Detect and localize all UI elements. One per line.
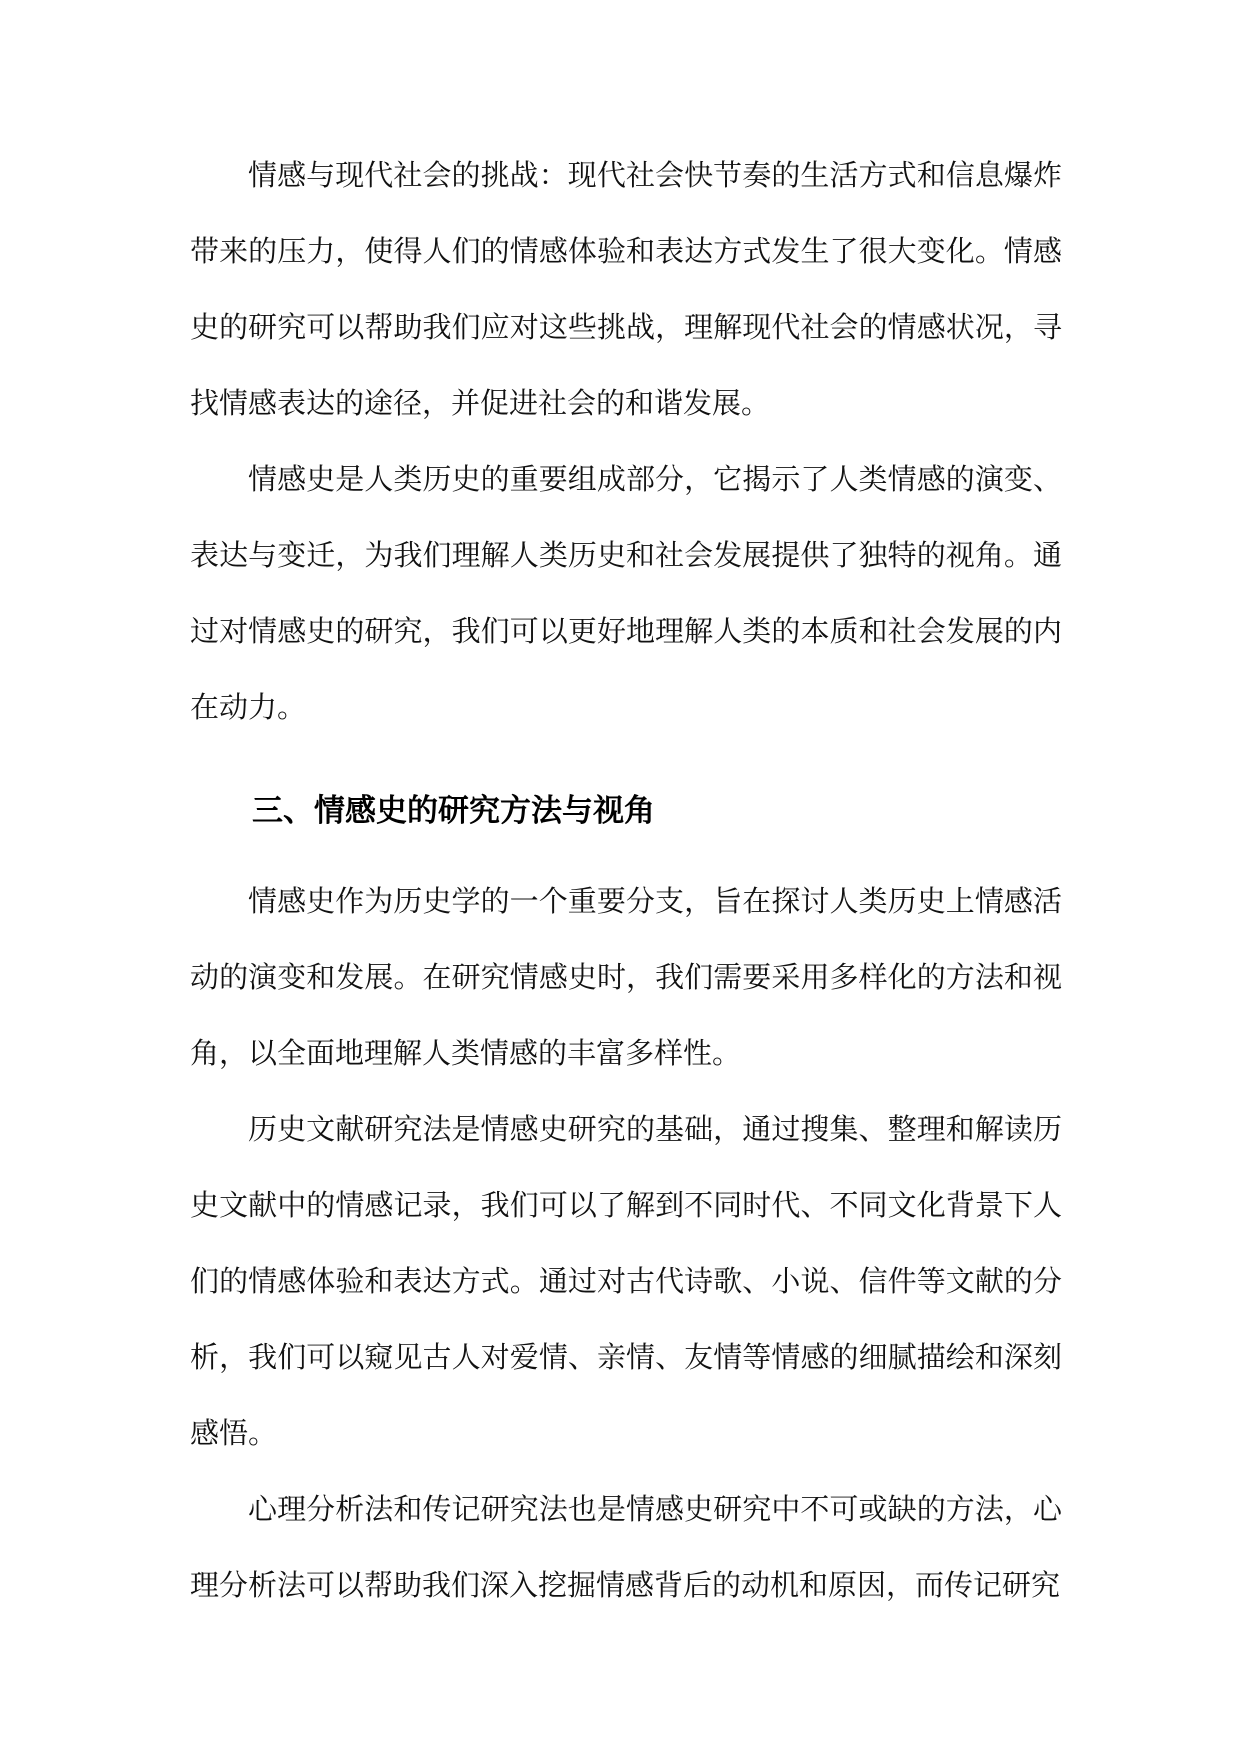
paragraph-modern-challenges: 情感与现代社会的挑战：现代社会快节奏的生活方式和信息爆炸带来的压力，使得人们的情感体验和表达方式发生了很大变化。情感史的研究可以帮助我们应对这些挑战，理解现代社会的情感状况，寻找情感表达的途径，并促进社会的和谐发展。: [190, 158, 1062, 420]
paragraph-historical-documents: 历史文献研究法是情感史研究的基础，通过搜集、整理和解读历史文献中的情感记录，我们可以了解到不同时代、不同文化背景下人们的情感体验和表达方式。通过对古代诗歌、小说、信件等文献的分析，我们可以窥见古人对爱情、亲情、友情等情感的细腻描绘和深刻感悟。: [190, 1112, 1062, 1450]
paragraph-psychoanalysis-biography: 心理分析法和传记研究法也是情感史研究中不可或缺的方法，心理分析法可以帮助我们深入挖掘情感背后的动机和原因，而传记研究: [190, 1492, 1062, 1602]
section-2-body: [190, 863, 1062, 1623]
section-heading: 三、情感史的研究方法与视角: [252, 793, 655, 829]
section-1-body: [190, 137, 1062, 745]
paragraph-emotion-history-importance: 情感史是人类历史的重要组成部分，它揭示了人类情感的演变、表达与变迁，为我们理解人类历史和社会发展提供了独特的视角。通过对情感史的研究，我们可以更好地理解人类的本质和社会发展的内在动力。: [190, 462, 1062, 724]
paragraph-methods-intro: 情感史作为历史学的一个重要分支，旨在探讨人类历史上情感活动的演变和发展。在研究情感史时，我们需要采用多样化的方法和视角，以全面地理解人类情感的丰富多样性。: [190, 884, 1062, 1070]
